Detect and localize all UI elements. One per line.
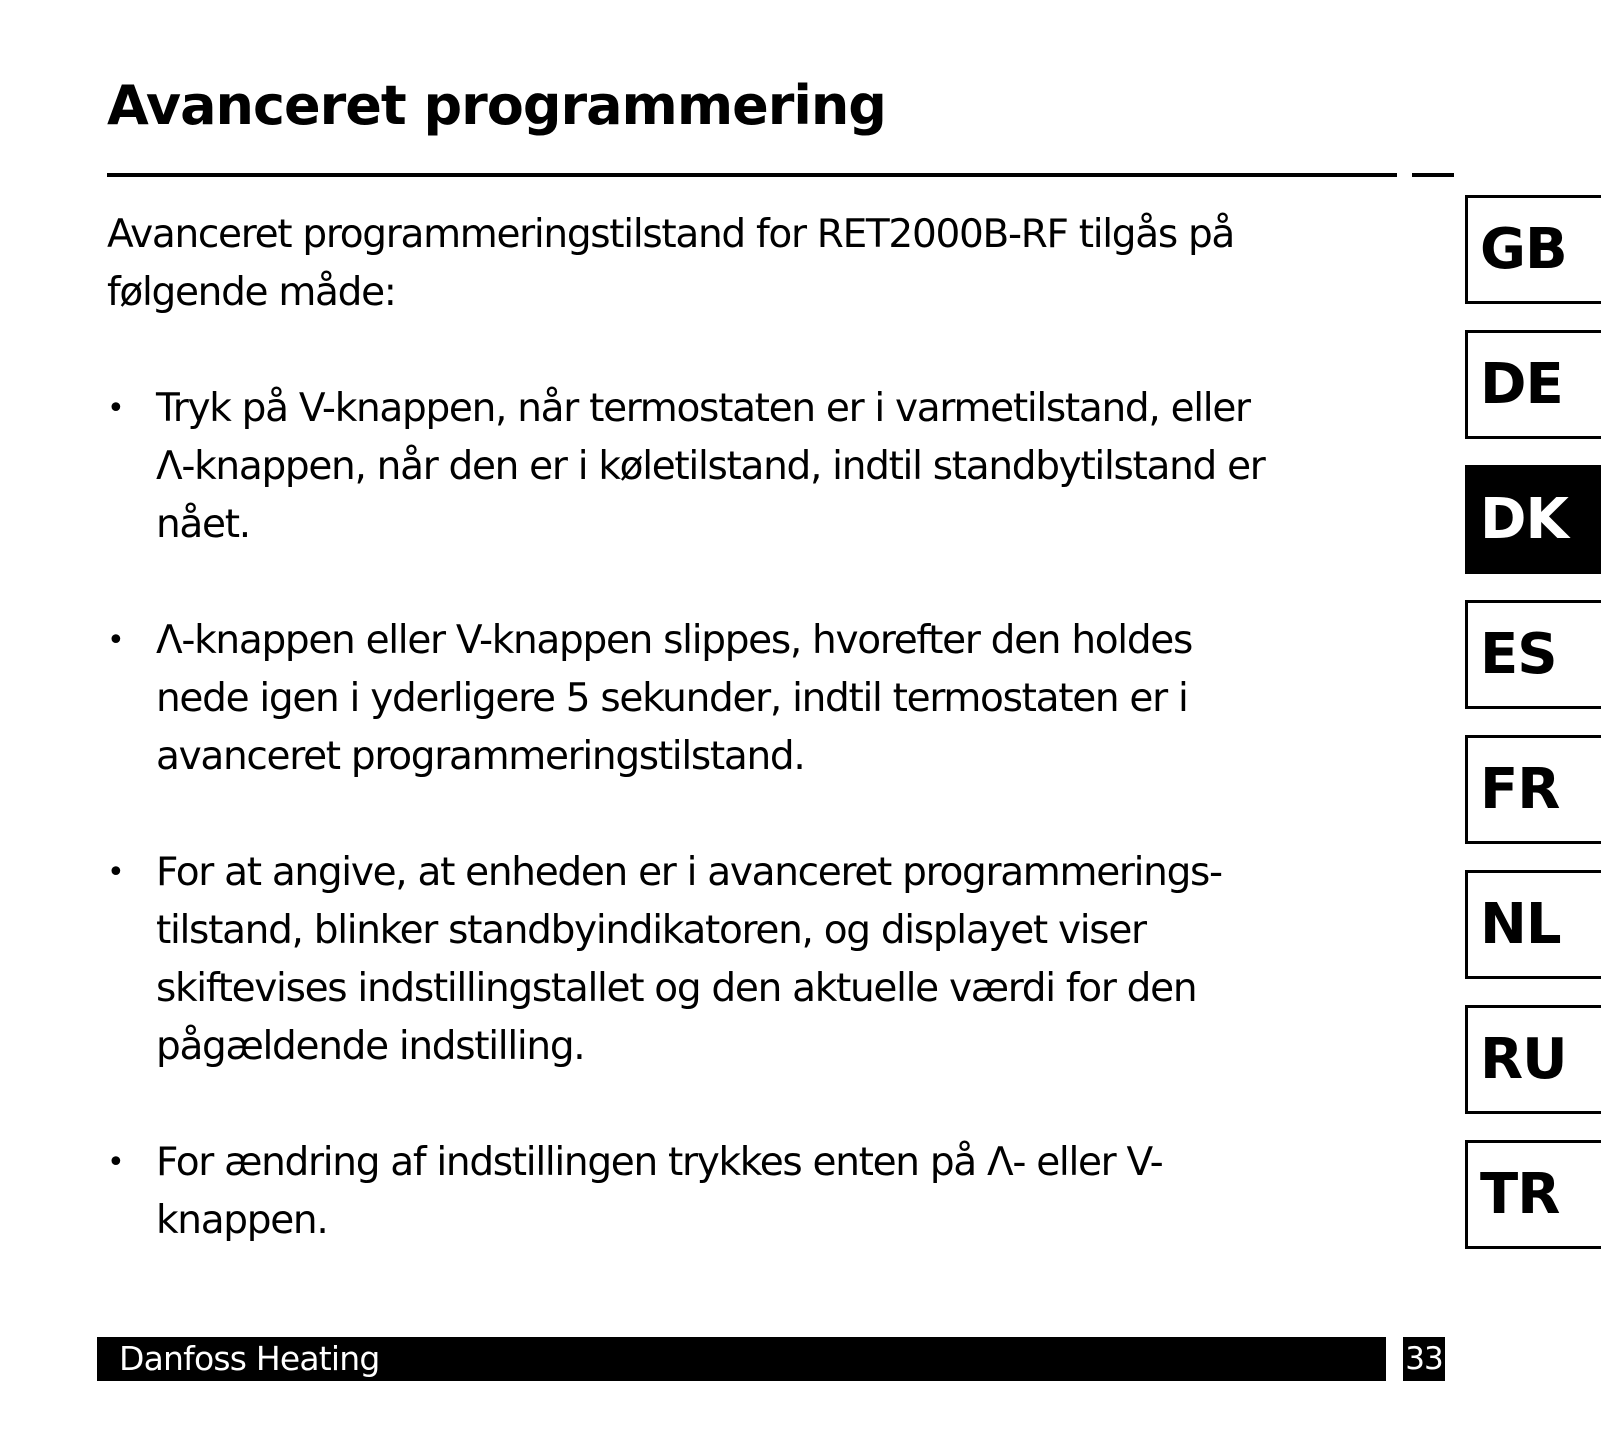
list-item-line: For ændring af indstillingen trykkes enten på Λ- eller V- [156,1140,1163,1185]
title-underline [107,173,1397,177]
list-item [107,844,1407,1076]
list-item-line: Tryk på V-knappen, når termostaten er i varmetilstand, eller [156,386,1250,431]
tab-tr[interactable]: TR [1465,1140,1601,1249]
tab-de[interactable]: DE [1465,330,1601,439]
list-item-line: nået. [156,502,250,547]
intro-paragraph [107,206,1407,322]
page-number: 33 [1403,1337,1445,1381]
bullet-icon: • [107,1145,124,1180]
instruction-list [107,380,1407,1250]
bullet-icon: • [107,855,124,890]
footer-brand: Danfoss Heating [97,1337,1386,1381]
list-item-line: avanceret programmeringstilstand. [156,734,805,779]
list-item-line: Λ-knappen eller V-knappen slippes, hvorefter den holdes [156,618,1193,663]
list-item [107,612,1407,786]
list-item-line: skiftevises indstillingstallet og den aktuelle værdi for den [156,966,1197,1011]
list-item-line: pågældende indstilling. [156,1024,585,1069]
title-underline-short [1412,173,1454,177]
page-title: Avanceret programmering [107,74,886,137]
list-item-line: Λ-knappen, når den er i køletilstand, indtil standbytilstand er [156,444,1265,489]
intro-line: følgende måde: [107,270,396,315]
list-item-line: nede igen i yderligere 5 sekunder, indtil termostaten er i [156,676,1188,721]
tab-gb[interactable]: GB [1465,195,1601,304]
list-item-line: tilstand, blinker standbyindikatoren, og displayet viser [156,908,1146,953]
bullet-icon: • [107,623,124,658]
list-item-line: For at angive, at enheden er i avanceret programmerings- [156,850,1222,895]
tab-ru[interactable]: RU [1465,1005,1601,1114]
list-item [107,1134,1407,1250]
list-item-line: knappen. [156,1198,328,1243]
main-content [107,206,1407,1250]
intro-line: Avanceret programmeringstilstand for RET2000B-RF tilgås på [107,212,1235,257]
list-item [107,380,1407,554]
tab-es[interactable]: ES [1465,600,1601,709]
tab-nl[interactable]: NL [1465,870,1601,979]
tab-fr[interactable]: FR [1465,735,1601,844]
tab-dk[interactable]: DK [1465,465,1601,574]
bullet-icon: • [107,391,124,426]
